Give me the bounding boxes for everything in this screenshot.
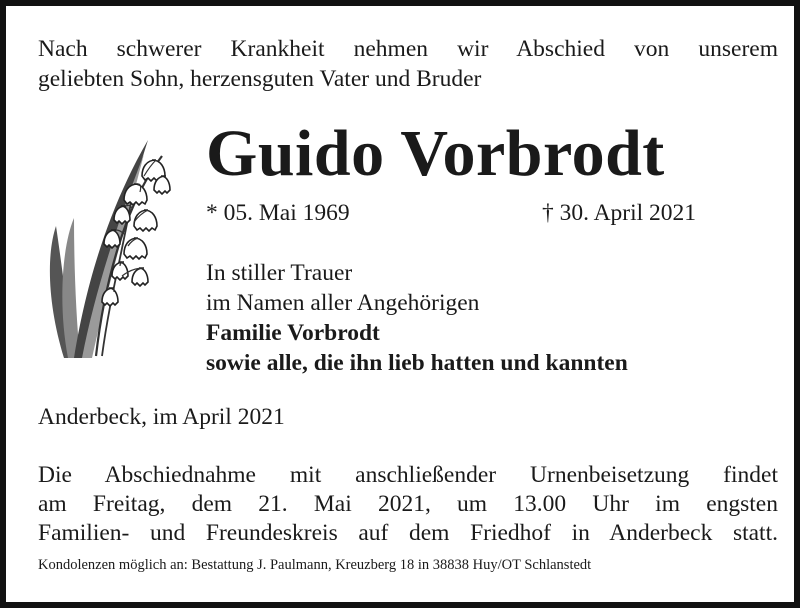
ceremony-line-1: Die Abschiednahme mit anschließender Urnenbeisetzung findet (38, 462, 778, 488)
lily-of-the-valley-icon (44, 126, 194, 366)
mourning-line-1: In stiller Trauer (206, 260, 353, 286)
condolences-note: Kondolenzen möglich an: Bestattung J. Paulmann, Kreuzberg 18 in 38838 Huy/OT Schlanstedt (38, 557, 592, 573)
ceremony-text (38, 461, 778, 548)
intro-line-2: geliebten Sohn, herzensguten Vater und Bruder (38, 66, 482, 92)
death-date: † 30. April 2021 (542, 200, 697, 226)
mourning-family: Familie Vorbrodt (206, 320, 380, 346)
birth-date: * 05. Mai 1969 (206, 200, 350, 226)
mourning-others: sowie alle, die ihn lieb hatten und kannten (206, 350, 628, 376)
mourning-line-2: im Namen aller Angehörigen (206, 290, 480, 316)
deceased-name: Guido Vorbrodt (206, 117, 665, 190)
intro-line-1: Nach schwerer Krankheit nehmen wir Abschied von unserem (38, 36, 778, 62)
ceremony-line-2: am Freitag, dem 21. Mai 2021, um 13.00 Uhr im engsten (38, 491, 778, 517)
mourning-block (206, 258, 628, 378)
place-date: Anderbeck, im April 2021 (38, 404, 285, 430)
intro-text (38, 34, 778, 94)
ceremony-line-3: Familien- und Freundeskreis auf dem Friedhof in Anderbeck statt. (38, 520, 778, 546)
